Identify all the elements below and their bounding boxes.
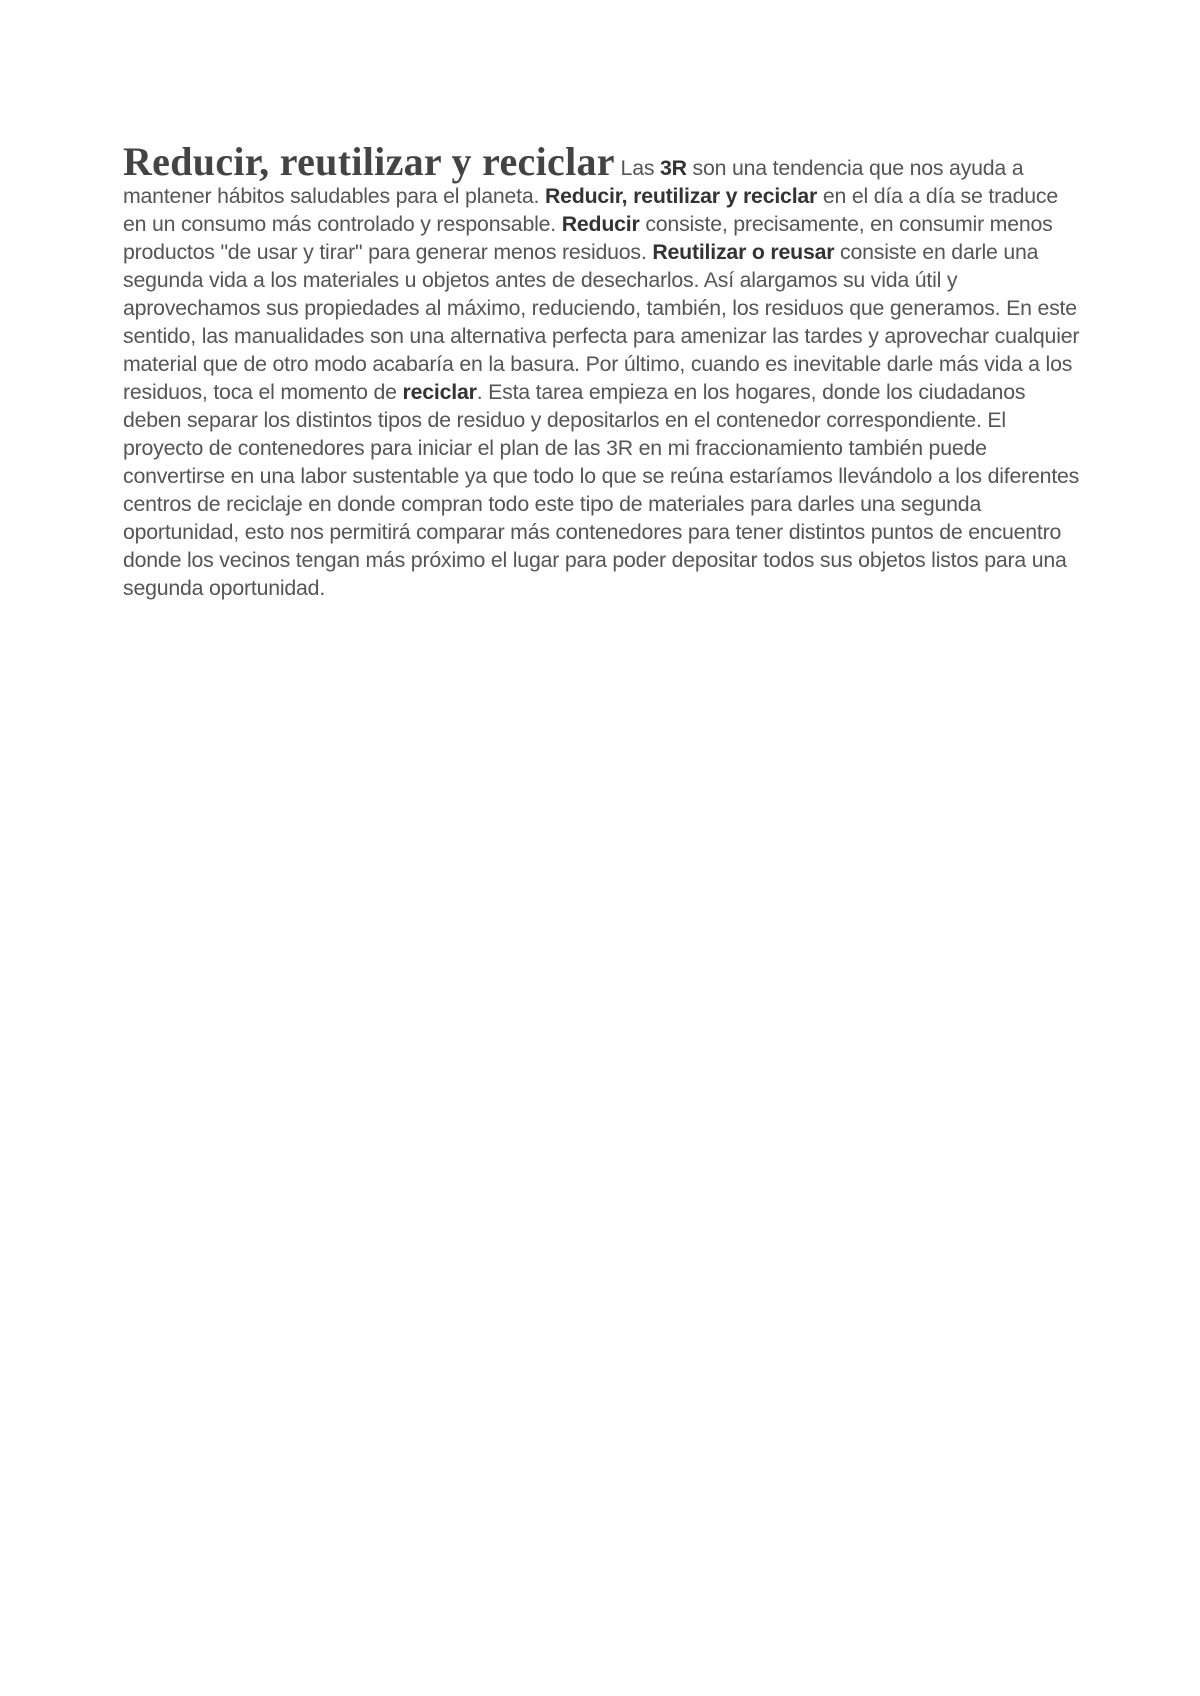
body-segment: son una tendencia que nos ayuda a mantener hábitos saludables para el planeta.	[123, 156, 1024, 208]
body-segment: consiste en darle una segunda vida a los materiales u objetos antes de desecharlos. Así alargamos su vida útil y aprovechamos sus propiedades al máximo, reduciendo, también, los residuos que generamos. En este sentido, las manualidades son una alternativa perfecta para amenizar las tardes y aprovechar cualquier material que de otro modo acabaría en la basura. Por último, cuando es inevitable darle más vida a los residuos, toca el momento de	[123, 240, 1080, 404]
body-segment: Las	[614, 156, 661, 180]
body-segment: en el día a día se traduce en un consumo más controlado y responsable.	[123, 184, 1059, 236]
body-segment: consiste, precisamente, en consumir menos productos "de usar y tirar" para generar menos residuos.	[123, 212, 1053, 264]
body-segment-bold: Reutilizar o reusar	[652, 240, 835, 264]
body-segment: . Esta tarea empieza en los hogares, donde los ciudadanos deben separar los distintos tipos de residuo y depositarlos en el contenedor correspondiente. El proyecto de contenedores para iniciar el plan de las 3R en mi fraccionamiento también puede convertirse en una labor sustentable ya que todo lo que se reúna estaríamos llevándolo a los diferentes centros de reciclaje en donde compran todo este tipo de materiales para darles una segunda oportunidad, esto nos permitirá comparar más contenedores para tener distintos puntos de encuentro donde los vecinos tengan más próximo el lugar para poder depositar todos sus objetos listos para una segunda oportunidad.	[123, 380, 1080, 600]
document-title: Reducir, reutilizar y reciclar	[123, 139, 615, 184]
document-paragraph	[123, 139, 1083, 602]
body-segment-bold: Reducir, reutilizar y reciclar	[544, 184, 818, 208]
body-segment-bold: 3R	[660, 156, 687, 180]
body-segment-bold: reciclar	[402, 380, 477, 404]
body-segment-bold: Reducir	[561, 212, 640, 236]
